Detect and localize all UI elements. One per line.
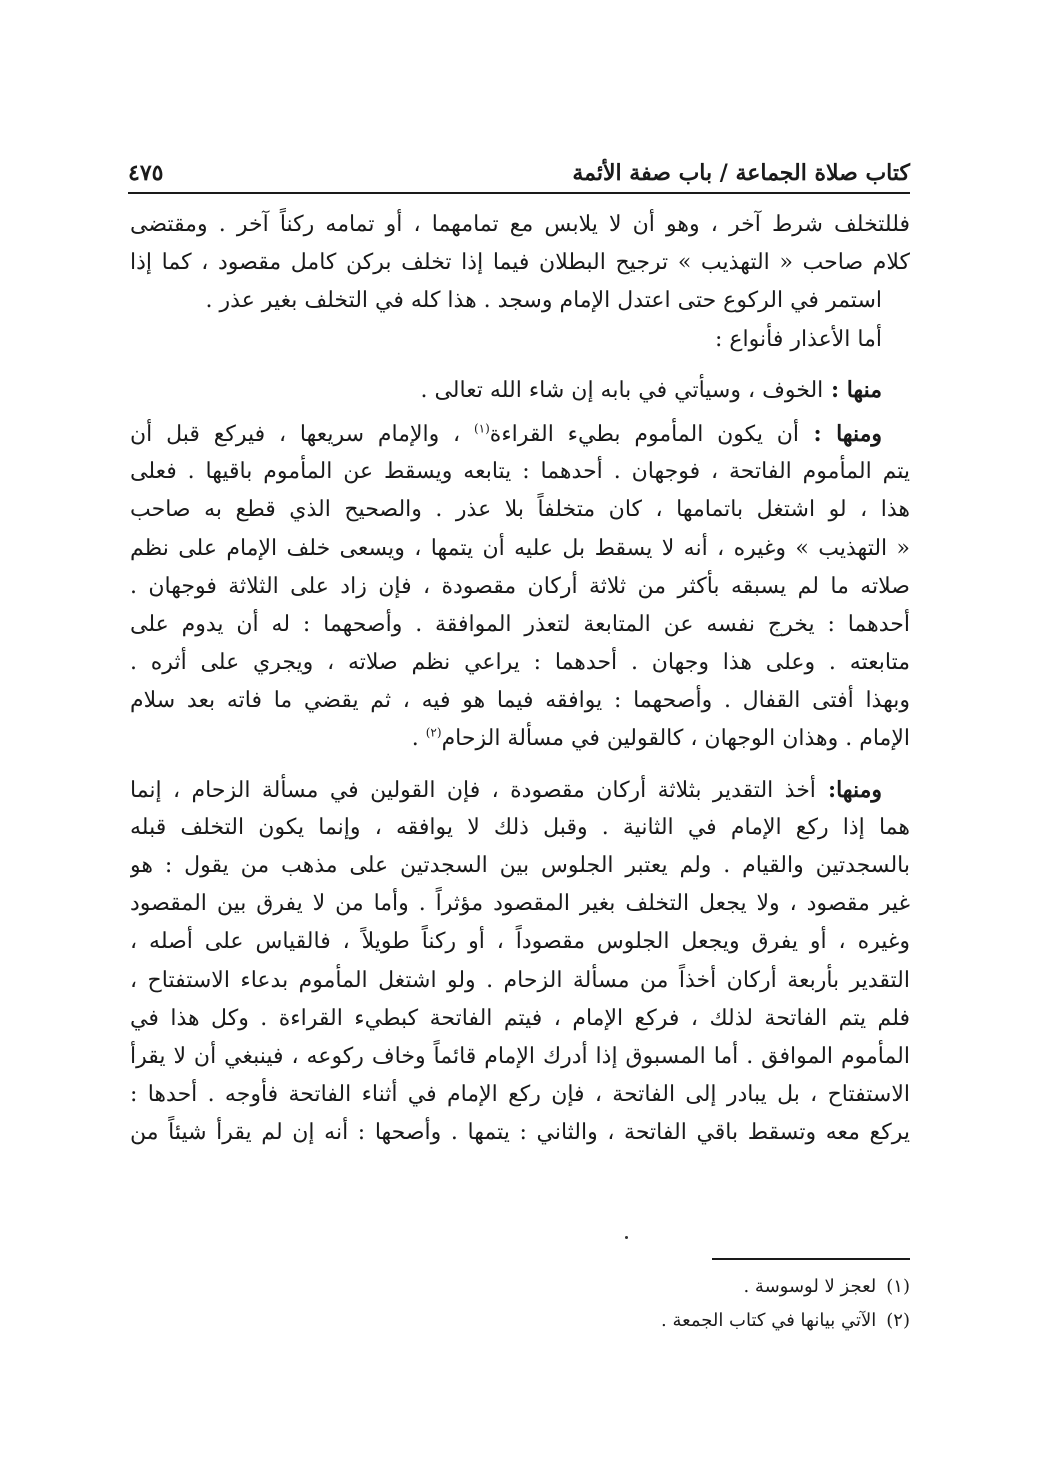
stray-mark	[625, 1236, 628, 1239]
text-line: فلم يتم الفاتحة لذلك ، فركع الإمام ، فيتم الفاتحة كبطيء القراءة . وكل هذا في	[130, 1005, 910, 1031]
text-line: استمر في الركوع حتى اعتدل الإمام وسجد . هذا كله في التخلف بغير عذر .	[205, 288, 882, 314]
footnote-number: (١)	[886, 1276, 910, 1297]
page-header	[128, 146, 910, 186]
text-line: وبهذا أفتى القفال . وأصحهما : يوافقه فيما هو فيه ، ثم يقضي ما فاته بعد سلام	[130, 688, 910, 714]
footnote-divider	[712, 1258, 910, 1260]
text-line: فللتخلف شرط آخر ، وهو أن لا يلابس مع تمامهما ، أو تمامه ركناً آخر . ومقتضى	[130, 212, 910, 237]
text-line: أما الأعذار فأنواع :	[714, 326, 882, 352]
text-line: متابعته . وعلى هذا وجهان . أحدهما : يراعي نظم صلاته ، ويجري على أثره .	[130, 650, 910, 676]
footnote-text: لعجز لا لوسوسة .	[743, 1276, 877, 1297]
paragraph-text: الإمام . وهذان الوجهان ، كالقولين في مسألة الزحام	[441, 726, 910, 752]
footnote-ref-1: (١)	[473, 421, 490, 436]
paragraph-text: الخوف ، وسيأتي في بابه إن شاء الله تعالى .	[420, 377, 824, 403]
text-line: أحدهما : يخرج نفسه عن المتابعة لتعذر الموافقة . وأصحهما : له أن يدوم على	[130, 611, 910, 637]
text-line: المأموم الموافق . أما المسبوق إذا أدرك الإمام قائماً وخاف ركوعه ، فينبغي أن لا يقرأ	[130, 1043, 910, 1069]
footnote-1	[560, 1270, 910, 1304]
paragraph-text: أخذ التقدير بثلاثة أركان مقصودة ، فإن القولين في مسألة الزحام ، إنما	[130, 777, 816, 803]
page-number: ٤٧٥	[128, 160, 164, 186]
text-line: هما إذا ركع الإمام في الثانية . وقبل ذلك لا يوافقه ، وإنما يكون التخلف قبله	[130, 814, 910, 840]
footnote-text: الآتي بيانها في كتاب الجمعة .	[661, 1310, 877, 1331]
body-text	[130, 206, 910, 1153]
text-line: كلام صاحب « التهذيب » ترجيح البطلان فيما إذا تخلف بركن كامل مقصود ، كما إذا	[130, 250, 910, 276]
text-line: التقدير بأربعة أركان أخذاً من مسألة الزحام . ولو اشتغل المأموم بدعاء الاستفتاح ،	[130, 967, 910, 993]
text-line: الاستفتاح ، بل يبادر إلى الفاتحة ، فإن ركع الإمام في أثناء الفاتحة فأوجه . أحدها :	[130, 1082, 910, 1108]
paragraph-text: أن يكون المأموم بطيء القراءة	[489, 421, 800, 447]
paragraph-text: ، والإمام سريعها ، فيركع قبل أن	[130, 421, 474, 447]
paragraph-lead: منها :	[823, 376, 882, 403]
footnote-2	[560, 1304, 910, 1338]
header-divider	[128, 192, 910, 194]
text-line: يتم المأموم الفاتحة ، فوجهان . أحدهما : يتابعه ويسقط عن المأموم باقيها . فعلى	[130, 459, 910, 485]
footnote-ref-2: (٢)	[425, 726, 442, 741]
footnotes	[560, 1270, 910, 1338]
text-line: وغيره ، أو يفرق ويجعل الجلوس مقصوداً ، أو ركناً طويلاً ، فالقياس على أصله ،	[130, 929, 910, 955]
text-line: صلاته ما لم يسبقه بأكثر من ثلاثة أركان مقصودة ، فإن زاد على الثلاثة فوجهان .	[130, 573, 910, 599]
paragraph-lead: ومنها :	[799, 420, 882, 447]
paragraph-three-pillars-first-line	[130, 771, 910, 809]
paragraph-lead: ومنها:	[815, 776, 882, 803]
paragraph-slow-reader-first-line	[130, 415, 910, 453]
text-line: غير مقصود ، ولا يجعل التخلف بغير المقصود مؤثراً . وأما من لا يفرق بين المقصود	[130, 891, 910, 917]
paragraph-text: .	[411, 726, 426, 752]
text-line: هذا ، لو اشتغل باتمامها ، كان متخلفاً بلا عذر . والصحيح الذي قطع به صاحب	[130, 497, 910, 523]
text-line: « التهذيب » وغيره ، أنه لا يسقط بل عليه أن يتمها ، ويسعى خلف الإمام على نظم	[130, 535, 910, 561]
text-line: يركع معه وتسقط باقي الفاتحة ، والثاني : يتمها . وأصحها : أنه إن لم يقرأ شيئاً من	[130, 1120, 910, 1146]
text-line	[130, 720, 910, 758]
text-line: بالسجدتين والقيام . ولم يعتبر الجلوس بين السجدتين على مذهب من يقول : هو	[130, 853, 910, 878]
footnote-number: (٢)	[886, 1310, 910, 1331]
paragraph-khawf	[130, 371, 910, 409]
running-title: كتاب صلاة الجماعة / باب صفة الأئمة	[572, 160, 910, 186]
